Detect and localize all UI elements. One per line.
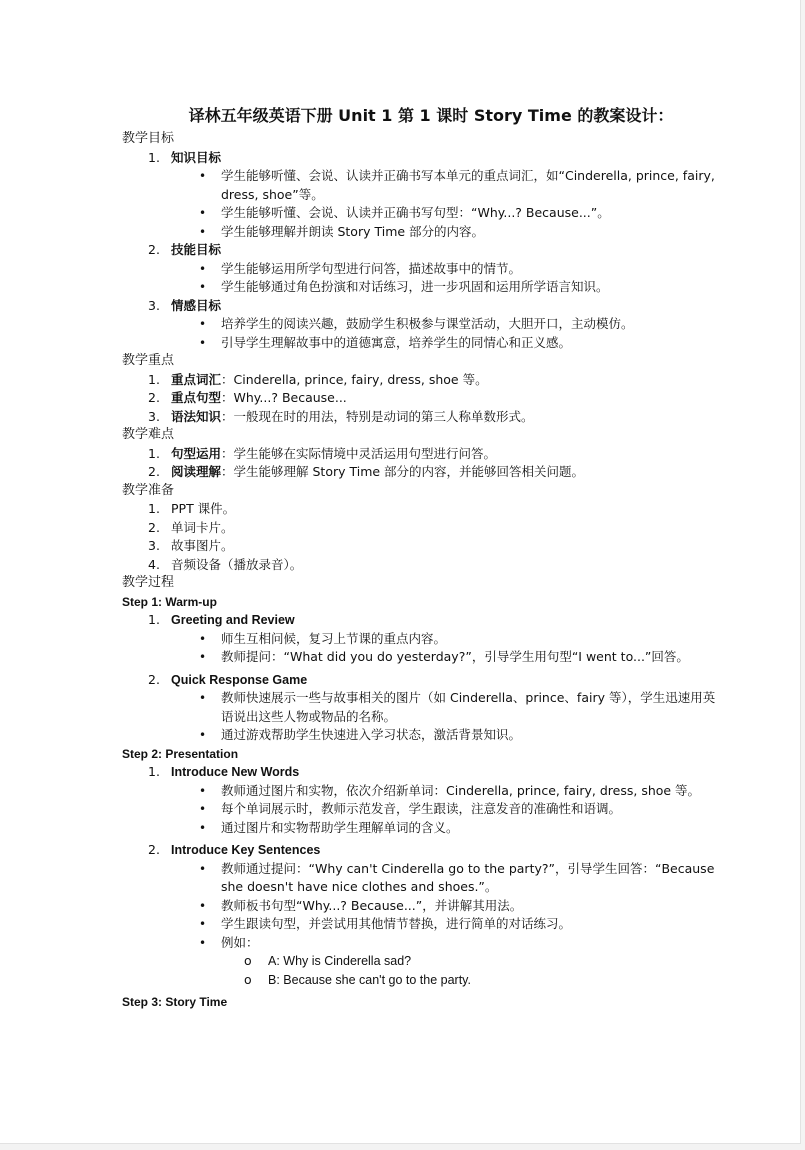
- item-label: Introduce New Words: [171, 765, 300, 779]
- numbered-list: [122, 445, 722, 482]
- bullet-icon: •: [199, 783, 207, 798]
- item-number: 4.: [148, 556, 160, 572]
- item-text: ：学生能够在实际情境中灵活运用句型进行问答。: [221, 445, 497, 461]
- list-item: [122, 556, 722, 575]
- item-number: 3.: [148, 408, 160, 424]
- item-number: 3.: [148, 538, 160, 553]
- item-text: PPT 课件。: [171, 501, 236, 516]
- item-label: 技能目标: [171, 242, 222, 257]
- bullet-text: 通过游戏帮助学生快速进入学习状态，激活背景知识。: [221, 727, 522, 742]
- bullet-item: [122, 223, 722, 242]
- item-label: 重点词汇: [171, 371, 222, 387]
- bullet-list: [122, 782, 722, 838]
- section-heading: 教学准备: [122, 482, 175, 498]
- bullet-list: [122, 860, 722, 953]
- bullet-icon: •: [199, 206, 207, 220]
- bullet-text: 学生能够运用所学句型进行问答，描述故事中的情节。: [221, 260, 522, 276]
- item-number: 2.: [148, 390, 160, 405]
- item-number: 2.: [148, 842, 160, 857]
- step-heading: Step 3: Story Time: [122, 995, 228, 1009]
- sub-item: [122, 952, 722, 971]
- bullet-item: [122, 915, 722, 934]
- item-text: 单词卡片。: [171, 519, 234, 535]
- bullet-icon: •: [199, 280, 207, 294]
- item-number: 2.: [148, 242, 160, 257]
- bullet-list: [122, 260, 722, 297]
- item-number: 1.: [148, 501, 160, 516]
- item-label: 重点句型: [171, 390, 222, 405]
- list-item: [122, 297, 722, 353]
- circle-bullet-icon: o: [244, 971, 252, 987]
- bullet-text: 每个单词展示时，教师示范发音，学生跟读，注意发音的准确性和语调。: [221, 801, 622, 816]
- item-number: 1.: [148, 371, 160, 387]
- document-title: 译林五年级英语下册 Unit 1 第 1 课时 Story Time 的教案设计：: [188, 106, 674, 125]
- list-item: [122, 671, 722, 745]
- list-item: [122, 445, 722, 464]
- item-text: ：一般现在时的用法，特别是动词的第三人称单数形式。: [221, 408, 534, 424]
- bullet-icon: •: [199, 335, 207, 350]
- bullet-item: [122, 860, 722, 897]
- list-item: [122, 241, 722, 297]
- bullet-item: [122, 167, 722, 204]
- bullet-icon: •: [199, 650, 207, 664]
- item-number: 1.: [148, 612, 160, 627]
- list-item: [122, 841, 722, 993]
- item-number: 1.: [148, 764, 160, 779]
- bullet-item: [122, 315, 722, 334]
- bullet-item: [122, 934, 722, 953]
- bullet-text: 教师快速展示一些与故事相关的图片（如 Cinderella、prince、fairy 等），学生迅速用英语说出这些人物或物品的名称。: [221, 690, 716, 724]
- bullet-text: 师生互相问候，复习上节课的重点内容。: [221, 630, 447, 646]
- item-label: 知识目标: [171, 149, 222, 165]
- bullet-list: [122, 315, 722, 352]
- list-item: [122, 519, 722, 538]
- bullet-text: 教师提问：“What did you do yesterday?”，引导学生用句型“I went to...”回答。: [221, 649, 689, 664]
- item-label: Greeting and Review: [171, 613, 295, 627]
- section-heading: 教学过程: [122, 575, 175, 590]
- bullet-text: 培养学生的阅读兴趣，鼓励学生积极参与课堂活动，大胆开口，主动模仿。: [221, 316, 634, 331]
- step-heading: Step 1: Warm-up: [122, 594, 217, 609]
- bullet-icon: •: [199, 935, 207, 950]
- item-label: 语法知识: [171, 408, 222, 424]
- document-content: [122, 104, 722, 1012]
- bullet-item: [122, 819, 722, 838]
- numbered-list: [122, 611, 722, 745]
- item-number: 1.: [148, 445, 160, 461]
- bullet-icon: •: [199, 317, 207, 331]
- item-number: 1.: [148, 149, 160, 165]
- bullet-item: [122, 260, 722, 279]
- item-text: ：学生能够理解 Story Time 部分的内容，并能够回答相关问题。: [221, 464, 585, 479]
- bullet-text: 通过图片和实物帮助学生理解单词的含义。: [221, 819, 459, 835]
- bullet-text: 学生能够听懂、会说、认读并正确书写句型：“Why...? Because...”。: [221, 205, 610, 220]
- item-text: 故事图片。: [171, 538, 234, 553]
- item-label: 情感目标: [171, 297, 222, 313]
- list-item: [122, 500, 722, 519]
- list-item: [122, 408, 722, 427]
- bullet-text: 教师通过图片和实物，依次介绍新单词：Cinderella, prince, fairy, dress, shoe 等。: [221, 782, 701, 798]
- numbered-list: [122, 500, 722, 574]
- bullet-icon: •: [199, 917, 207, 931]
- bullet-text: 学生跟读句型，并尝试用其他情节替换，进行简单的对话练习。: [221, 916, 572, 931]
- item-number: 2.: [148, 464, 160, 479]
- item-text: ：Why...? Because...: [221, 390, 347, 405]
- item-label: 句型运用: [171, 445, 222, 461]
- bullet-text: 教师板书句型“Why...? Because...”，并讲解其用法。: [221, 897, 523, 913]
- bullet-text: 学生能够通过角色扮演和对话练习，进一步巩固和运用所学语言知识。: [221, 279, 609, 294]
- bullet-list: [122, 167, 722, 241]
- sub-item-text: A: Why is Cinderella sad?: [268, 954, 412, 968]
- step-heading: Step 2: Presentation: [122, 746, 239, 761]
- bullet-item: [122, 334, 722, 353]
- numbered-list: [122, 371, 722, 427]
- list-item: [122, 611, 722, 671]
- bullet-icon: •: [199, 169, 207, 183]
- numbered-list: [122, 149, 722, 353]
- list-item: [122, 763, 722, 841]
- bullet-icon: •: [199, 802, 207, 816]
- bullet-text: 学生能够听懂、会说、认读并正确书写本单元的重点词汇，如“Cinderella, prince, fairy, dress, shoe”等。: [221, 168, 715, 202]
- list-item: [122, 537, 722, 556]
- item-number: 2.: [148, 519, 160, 535]
- list-item: [122, 149, 722, 242]
- bullet-item: [122, 782, 722, 801]
- item-label: 阅读理解: [171, 464, 222, 479]
- section-heading: 教学重点: [122, 353, 175, 368]
- item-label: Introduce Key Sentences: [171, 843, 321, 857]
- bullet-text: 教师通过提问：“Why can't Cinderella go to the party?”，引导学生回答：“Because she doesn't have nice clothes and shoes.”。: [221, 860, 715, 894]
- section-heading: 教学难点: [122, 427, 175, 442]
- bullet-text: 例如：: [221, 934, 259, 950]
- bullet-icon: •: [199, 631, 207, 646]
- list-item: [122, 371, 722, 390]
- bullet-list: [122, 689, 722, 745]
- bullet-icon: •: [199, 861, 207, 876]
- bullet-list: [122, 630, 722, 667]
- item-number: 3.: [148, 297, 160, 313]
- bullet-item: [122, 897, 722, 916]
- bullet-item: [122, 630, 722, 649]
- item-text: 音频设备（播放录音）。: [171, 556, 303, 572]
- item-label: Quick Response Game: [171, 672, 308, 687]
- bullet-icon: •: [199, 898, 207, 913]
- circle-bullet-icon: o: [244, 953, 252, 968]
- bullet-item: [122, 726, 722, 745]
- bullet-item: [122, 648, 722, 667]
- bullet-icon: •: [199, 820, 207, 835]
- bullet-icon: •: [199, 224, 207, 239]
- numbered-list: [122, 763, 722, 993]
- list-item: [122, 463, 722, 482]
- bullet-item: [122, 278, 722, 297]
- item-text: ：Cinderella, prince, fairy, dress, shoe 等。: [221, 371, 488, 387]
- section-heading: 教学目标: [122, 131, 175, 146]
- sub-item: [122, 971, 722, 990]
- bullet-icon: •: [199, 691, 207, 705]
- bullet-text: 引导学生理解故事中的道德寓意，培养学生的同情心和正义感。: [221, 334, 572, 350]
- item-number: 2.: [148, 671, 160, 687]
- bullet-item: [122, 689, 722, 726]
- sub-list: [122, 952, 722, 989]
- bullet-icon: •: [199, 261, 207, 276]
- sub-item-text: B: Because she can't go to the party.: [268, 972, 471, 987]
- bullet-icon: •: [199, 728, 207, 742]
- bullet-item: [122, 204, 722, 223]
- list-item: [122, 389, 722, 408]
- bullet-item: [122, 800, 722, 819]
- bullet-text: 学生能够理解并朗读 Story Time 部分的内容。: [221, 223, 485, 239]
